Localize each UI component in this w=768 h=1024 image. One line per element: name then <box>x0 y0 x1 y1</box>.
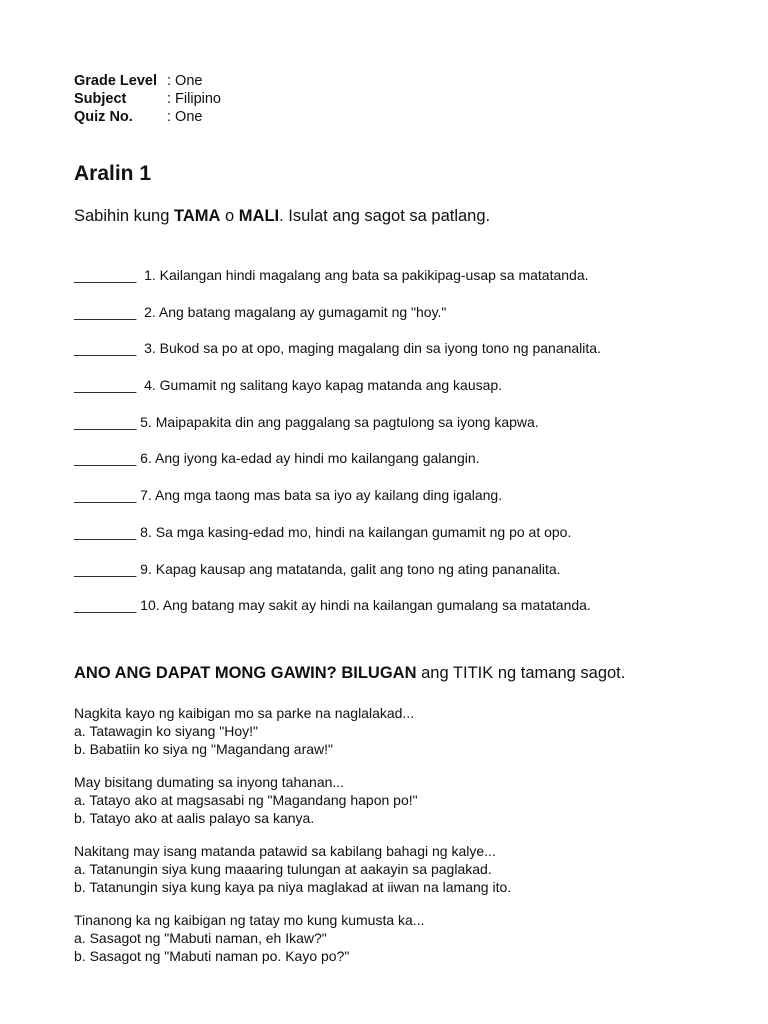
item-text: 5. Maipapakita din ang paggalang sa pagtulong sa iyong kapwa. <box>136 413 539 430</box>
quiz-item-2 <box>74 303 601 340</box>
answer-blank: ________ <box>74 413 137 430</box>
item-text: 6. Ang iyong ka-edad ay hindi mo kailangang galangin. <box>136 450 480 467</box>
choice-b: b. Tatayo ako at aalis palayo sa kanya. <box>74 810 315 826</box>
choice-a: a. Tatanungin siya kung maaaring tulungan at aakayin sa paglakad. <box>74 861 492 877</box>
choice-a: a. Tatayo ako at magsasabi ng "Magandang hapon po!" <box>74 792 418 808</box>
instruction-mali: MALI <box>238 207 280 225</box>
answer-blank: ________ <box>74 487 137 504</box>
quiz-no-label: Quiz No. <box>74 109 133 125</box>
header-row-grade-level <box>74 72 221 90</box>
subject-label: Subject <box>74 91 127 107</box>
quiz-item-1 <box>74 266 601 303</box>
item-text: 2. Ang batang magalang ay gumagamit ng "hoy." <box>136 303 447 320</box>
answer-blank: ________ <box>74 597 137 614</box>
choice-b: b. Sasagot ng "Mabuti naman po. Kayo po?" <box>74 948 350 964</box>
quiz-header <box>74 72 221 126</box>
answer-blank: ________ <box>74 523 137 540</box>
multiple-choice-scenarios <box>74 704 511 980</box>
choice-b: b. Tatanungin siya kung kaya pa niya maglakad at iiwan na lamang ito. <box>74 879 512 895</box>
item-text: 4. Gumamit ng salitang kayo kapag matanda ang kausap. <box>136 377 503 394</box>
answer-blank: ________ <box>74 377 137 394</box>
instruction-text-3: . Isulat ang sagot sa patlang. <box>279 207 491 225</box>
choice-b: b. Babatiin ko siya ng "Magandang araw!" <box>74 741 333 757</box>
true-false-instruction <box>74 207 490 226</box>
quiz-item-7 <box>74 486 601 523</box>
scenario-prompt: Nakitang may isang matanda patawid sa kabilang bahagi ng kalye... <box>74 843 496 859</box>
quiz-no-value: : One <box>167 109 203 125</box>
subject-value: : Filipino <box>167 91 221 107</box>
quiz-item-10 <box>74 596 601 633</box>
answer-blank: ________ <box>74 450 137 467</box>
item-text: 7. Ang mga taong mas bata sa iyo ay kailang ding igalang. <box>136 487 503 504</box>
choice-a: a. Sasagot ng "Mabuti naman, eh Ikaw?" <box>74 930 327 946</box>
answer-blank: ________ <box>74 340 137 357</box>
header-row-subject <box>74 90 221 108</box>
scenario-prompt: Nagkita kayo ng kaibigan mo sa parke na naglalakad... <box>74 705 415 721</box>
grade-level-label: Grade Level <box>74 73 158 89</box>
grade-level-value: : One <box>167 73 203 89</box>
item-text: 8. Sa mga kasing-edad mo, hindi na kailangan gumamit ng po at opo. <box>136 523 572 540</box>
quiz-item-8 <box>74 523 601 560</box>
scenario-3 <box>74 842 511 896</box>
answer-blank: ________ <box>74 303 137 320</box>
quiz-item-3 <box>74 339 601 376</box>
instruction-tama: TAMA <box>174 207 221 225</box>
section2-text: ang TITIK ng tamang sagot. <box>416 664 626 682</box>
quiz-item-9 <box>74 560 601 597</box>
quiz-item-6 <box>74 449 601 486</box>
quiz-item-5 <box>74 413 601 450</box>
answer-blank: ________ <box>74 267 137 283</box>
choice-a: a. Tatawagin ko siyang "Hoy!" <box>74 723 259 739</box>
scenario-prompt: Tinanong ka ng kaibigan ng tatay mo kung kumusta ka... <box>74 912 425 928</box>
section2-bold-text: ANO ANG DAPAT MONG GAWIN? BILUGAN <box>74 664 417 682</box>
quiz-item-4 <box>74 376 601 413</box>
item-text: 9. Kapag kausap ang matatanda, galit ang tono ng ating pananalita. <box>136 560 561 577</box>
scenario-4 <box>74 911 511 965</box>
answer-blank: ________ <box>74 560 137 577</box>
item-text: 3. Bukod sa po at opo, maging magalang din sa iyong tono ng pananalita. <box>136 340 601 357</box>
scenario-1 <box>74 704 511 758</box>
instruction-text-1: Sabihin kung <box>74 207 174 225</box>
instruction-text-2: o <box>220 207 239 225</box>
item-text: 10. Ang batang may sakit ay hindi na kailangan gumalang sa matatanda. <box>136 597 591 614</box>
scenario-prompt: May bisitang dumating sa inyong tahanan... <box>74 774 345 790</box>
item-text: 1. Kailangan hindi magalang ang bata sa pakikipag-usap sa matatanda. <box>136 267 589 283</box>
true-false-items <box>74 266 601 633</box>
multiple-choice-instruction <box>74 664 625 683</box>
scenario-2 <box>74 773 511 827</box>
lesson-title: Aralin 1 <box>74 162 152 185</box>
header-row-quiz-no <box>74 108 221 126</box>
